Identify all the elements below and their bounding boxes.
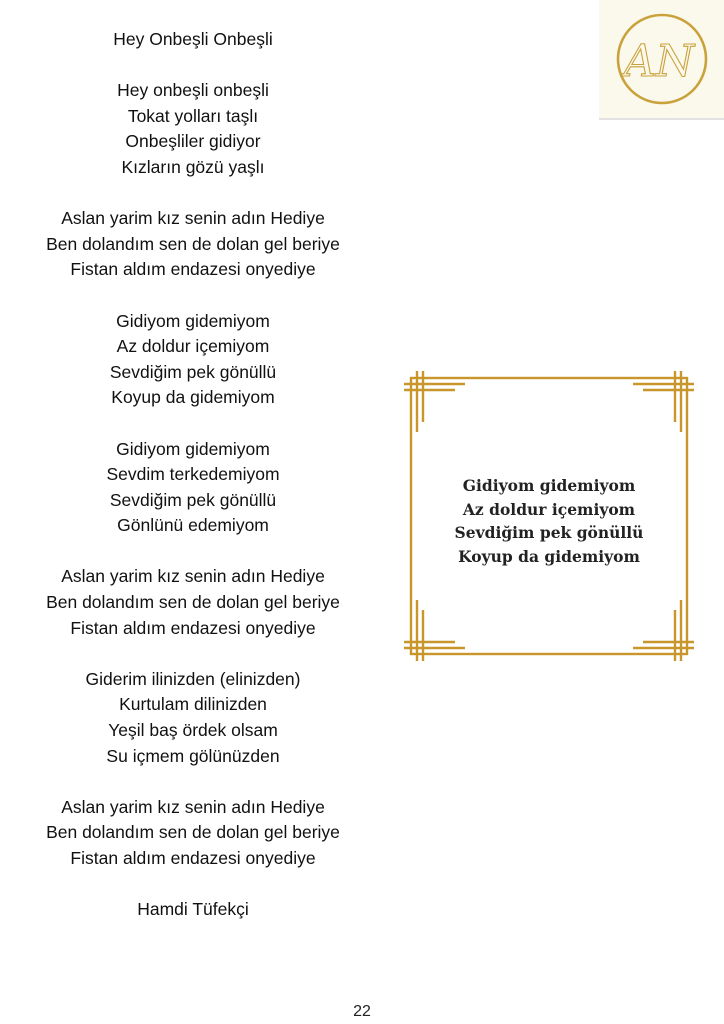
poem-line: Fistan aldım endazesi onyediye [70, 848, 316, 868]
quote-line: Az doldur içemiyom [462, 499, 636, 519]
stanza-3 [0, 309, 386, 411]
poem-line: Az doldur içemiyom [116, 336, 270, 357]
poem-line: Su içmem gölünüzden [106, 745, 280, 766]
poem-line: Aslan yarim kız senin adın Hediye [61, 796, 325, 817]
poem-line: Koyup da gidemiyom [111, 387, 275, 408]
poem-line: Onbeşliler gidiyor [125, 131, 261, 152]
stanza-4 [0, 437, 386, 539]
poem-line: Sevdiğim pek gönüllü [109, 489, 277, 510]
quote-line: Sevdiğim pek gönüllü [454, 523, 644, 542]
poem-line: Hey onbeşli onbeşli [117, 80, 269, 101]
poem-line: Gidiyom gidemiyom [116, 310, 270, 331]
poem-line: Kurtulam dilinizden [119, 694, 267, 715]
page-number: 22 [353, 1003, 371, 1020]
logo-monogram: AN [623, 36, 695, 87]
poem-author: Hamdi Tüfekçi [137, 899, 249, 920]
poem-line: Ben dolandım sen de dolan gel beriye [46, 592, 340, 613]
poem-line: Gidiyom gidemiyom [116, 438, 270, 459]
poem-line: Kızların gözü yaşlı [121, 156, 265, 177]
monogram-logo-icon [599, 0, 724, 118]
poem-line: Ben dolandım sen de dolan gel beriye [46, 822, 340, 843]
poem-line: Tokat yolları taşlı [127, 105, 259, 126]
poem [0, 27, 386, 923]
poem-line: Fistan aldım endazesi onyediye [70, 259, 316, 280]
poem-line: Aslan yarim kız senin adın Hediye [61, 208, 325, 229]
quote-line: Koyup da gidemiyom [458, 546, 640, 566]
poem-line: Ben dolandım sen de dolan gel beriye [46, 233, 340, 254]
poem-line: Aslan yarim kız senin adın Hediye [61, 566, 325, 587]
highlight-quote [403, 474, 695, 568]
poem-title: Hey Onbeşli Onbeşli [113, 29, 273, 49]
poem-line: Sevdim terkedemiyom [106, 464, 280, 485]
poem-line: Fistan aldım endazesi onyediye [70, 617, 316, 638]
poem-line: Sevdiğim pek gönüllü [109, 361, 277, 382]
stanza-7 [0, 795, 386, 872]
poem-line: Giderim ilinizden (elinizden) [85, 668, 301, 689]
stanza-2 [0, 206, 386, 283]
poem-line: Yeşil baş ördek olsam [108, 720, 278, 741]
stanza-6 [0, 667, 386, 769]
poem-line: Gönlünü edemiyom [117, 515, 269, 536]
stanza-5 [0, 564, 386, 641]
stanza-1 [0, 78, 386, 180]
quote-line: Gidiyom gidemiyom [462, 476, 636, 495]
logo [599, 0, 724, 120]
